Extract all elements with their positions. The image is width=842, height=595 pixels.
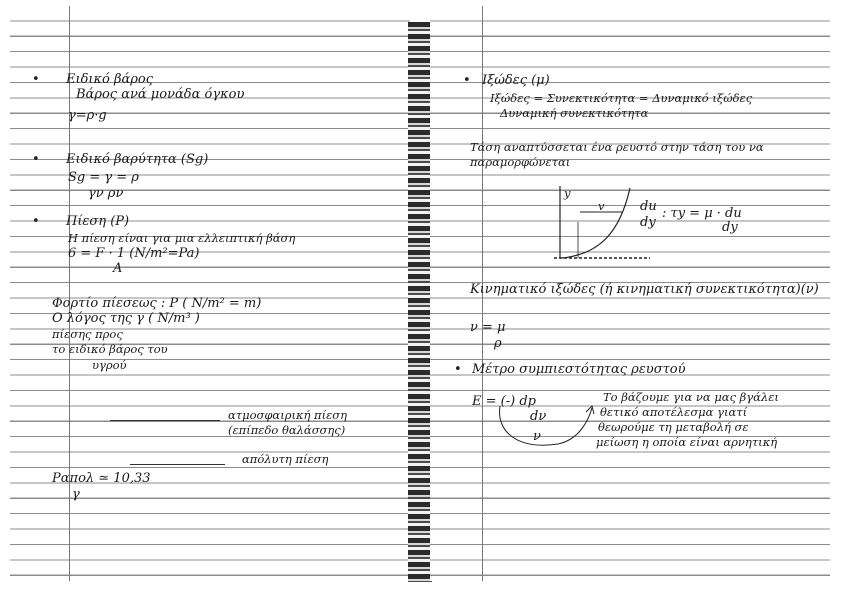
formula: Ε = (-) dp — [472, 394, 536, 409]
formula: du — [640, 199, 657, 214]
note-text: το ειδικό βάρος του — [52, 342, 168, 356]
formula: Pαπολ ≃ 10,33 — [52, 471, 151, 486]
formula: Sg = γ = ρ — [68, 170, 139, 185]
diagram-label: v — [598, 199, 605, 213]
note-text: πίεσης προς — [52, 327, 123, 341]
note-text: Φορτίο πίεσεως : P ( N/m² = m) — [52, 296, 262, 311]
section-title: Πίεση (P) — [66, 214, 130, 229]
section-title: Ειδικό βαρύτητα (Sg) — [66, 152, 209, 167]
formula: γν ρν — [88, 186, 124, 201]
formula: dy — [722, 220, 738, 235]
annotation-arrow — [488, 402, 596, 454]
note-text: (επίπεδο θαλάσσης) — [228, 423, 346, 437]
note-text: Τάση αναπτύσσεται ένα ρευστό στην τάση του να — [470, 140, 764, 154]
blank-line — [130, 464, 225, 465]
note-text: Βάρος ανά μονάδα όγκου — [76, 87, 245, 102]
formula: : τy = μ · du — [662, 206, 742, 221]
margin-line — [69, 6, 70, 581]
formula: ρ — [494, 336, 502, 351]
note-text: μείωση η οποία είναι αρνητική — [596, 435, 778, 449]
left-page — [10, 6, 410, 581]
note-text: Ιξώδες = Συνεκτικότητα = Δυναμικό ιξώδες — [490, 91, 753, 105]
note-text: Ο λόγος της γ ( N/m³ ) — [52, 311, 200, 326]
spiral-binding — [408, 22, 432, 582]
section-title: Μέτρο συμπιεστότητας ρευστού — [472, 362, 686, 377]
bullet: • — [32, 152, 40, 167]
formula: γ — [72, 487, 80, 502]
axis-label: y — [564, 186, 571, 200]
formula: dν — [530, 409, 547, 424]
formula: A — [113, 261, 123, 276]
section-title: Ιξώδες (μ) — [482, 73, 550, 88]
bullet: • — [463, 73, 471, 88]
note-text: παραμορφώνεται — [470, 155, 571, 169]
bullet: • — [32, 72, 40, 87]
section-title: Κινηματικό ιξώδες (ή κινηματική συνεκτικότητα)(ν) — [470, 282, 819, 297]
note-text: Δυναμική συνεκτικότητα — [500, 106, 649, 120]
note-text: Το βάζουμε για να μας βγάλει — [603, 390, 779, 404]
formula: γ=ρ·g — [68, 108, 107, 123]
note-text: θετικό αποτέλεσμα γιατί — [600, 405, 748, 419]
note-text: ατμοσφαιρική πίεση — [228, 408, 348, 422]
formula: dy — [640, 215, 656, 230]
blank-line — [110, 420, 220, 421]
note-text: υγρού — [92, 358, 127, 372]
note-text: απόλυτη πίεση — [242, 452, 329, 466]
formula: ν = μ — [470, 320, 506, 335]
note-text: Η πίεση είναι για μια ελλειπτική βάση — [68, 231, 296, 245]
right-page — [430, 6, 830, 581]
note-text: θεωρούμε τη μεταβολή σε — [598, 420, 749, 434]
formula: ν — [533, 429, 541, 444]
bullet: • — [454, 362, 462, 377]
bullet: • — [32, 214, 40, 229]
formula: 6 = F · 1 (N/m²=Pa) — [68, 246, 200, 261]
section-title: Ειδικό βάρος — [66, 72, 154, 87]
